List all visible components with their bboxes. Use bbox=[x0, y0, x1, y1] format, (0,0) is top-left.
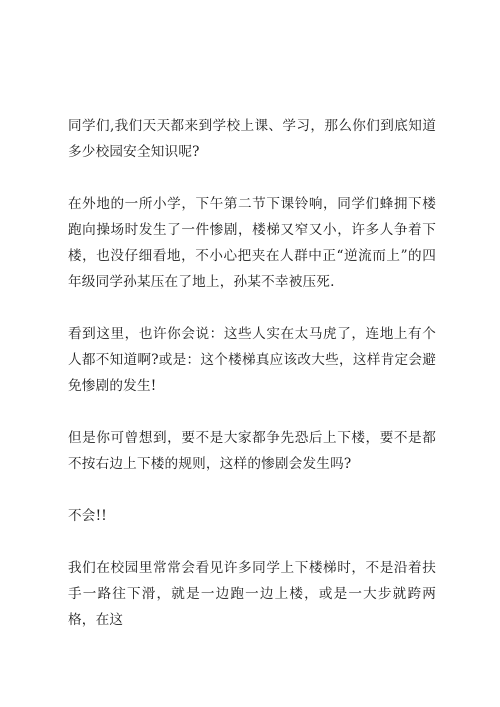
paragraph-6: 我们在校园里常常会看见许多同学上下楼梯时，不是沿着扶手一路往下滑，就是一边跑一边上楼，或是一大步就跨两格，在这 bbox=[68, 560, 436, 628]
paragraph-4: 但是你可曾想到，要不是大家都争先恐后上下楼，要不是都不按右边上下楼的规则，这样的惨剧会发生吗? bbox=[68, 430, 436, 472]
paragraph-5: 不会!! bbox=[68, 508, 107, 524]
paragraph-2: 在外地的一所小学，下午第二节下课铃响，同学们蜂拥下楼跑向操场时发生了一件惨剧，楼梯又窄又小，许多人争着下楼，也没仔细看地，不小心把夹在人群中正“逆流而上”的四年级同学孙某压在了地上，孙某不幸被压死. bbox=[68, 196, 436, 290]
paragraph-3: 看到这里，也许你会说：这些人实在太马虎了，连地上有个人都不知道啊?或是：这个楼梯真应该改大些，这样肯定会避免惨剧的发生! bbox=[68, 326, 436, 394]
paragraph-1: 同学们,我们天天都来到学校上课、学习，那么你们到底知道多少校园安全知识呢? bbox=[68, 118, 436, 160]
document-body bbox=[68, 113, 436, 659]
